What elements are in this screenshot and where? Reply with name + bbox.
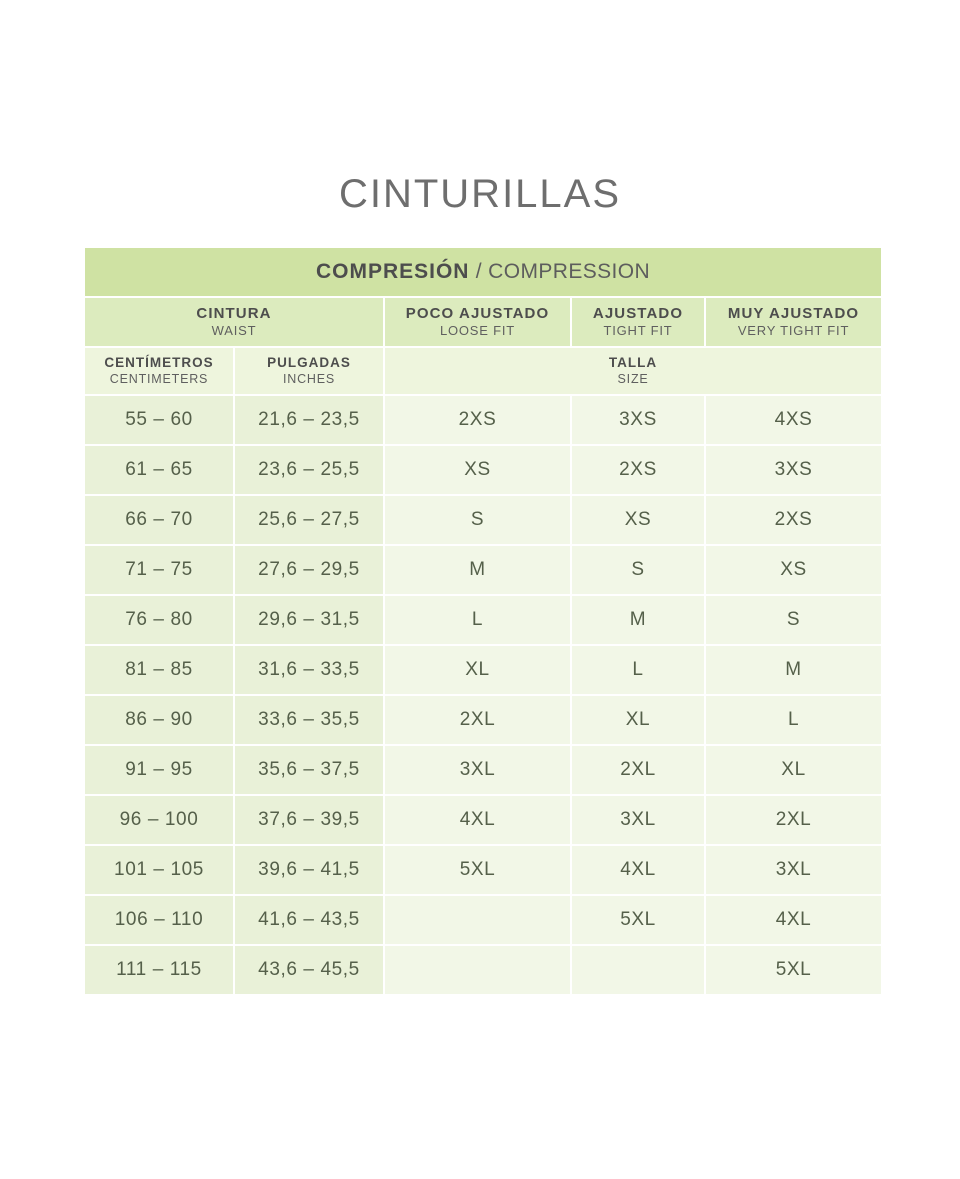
table-row xyxy=(85,746,881,794)
subheader-size-en: SIZE xyxy=(617,372,649,387)
cell-cm: 66 – 70 xyxy=(85,496,233,544)
cell-cm: 101 – 105 xyxy=(85,846,233,894)
header-very-tight-fit-es: MUY AJUSTADO xyxy=(727,304,860,322)
header-tight-fit-es: AJUSTADO xyxy=(592,304,684,322)
header-loose-fit-en: LOOSE FIT xyxy=(439,322,516,338)
cell-tight: 2XL xyxy=(572,746,704,794)
header-tight-fit-en: TIGHT FIT xyxy=(603,322,673,338)
cell-loose: 2XS xyxy=(385,396,570,444)
cell-very-tight: XL xyxy=(706,746,881,794)
header-waist xyxy=(85,298,383,346)
table-row xyxy=(85,446,881,494)
banner-row xyxy=(85,248,881,296)
cell-in: 31,6 – 33,5 xyxy=(235,646,383,694)
compression-banner xyxy=(85,248,881,296)
table-row xyxy=(85,846,881,894)
cell-cm: 76 – 80 xyxy=(85,596,233,644)
cell-cm: 55 – 60 xyxy=(85,396,233,444)
cell-cm: 96 – 100 xyxy=(85,796,233,844)
cell-loose: L xyxy=(385,596,570,644)
cell-very-tight: M xyxy=(706,646,881,694)
sub-header-row xyxy=(85,348,881,394)
banner-label-en: / COMPRESSION xyxy=(469,259,651,283)
cell-loose: 5XL xyxy=(385,846,570,894)
cell-tight: 2XS xyxy=(572,446,704,494)
cell-tight: 3XS xyxy=(572,396,704,444)
cell-loose: XS xyxy=(385,446,570,494)
cell-tight: 3XL xyxy=(572,796,704,844)
subheader-centimeters-en: CENTIMETERS xyxy=(109,372,209,387)
cell-loose: 4XL xyxy=(385,796,570,844)
cell-very-tight: 3XL xyxy=(706,846,881,894)
cell-cm: 61 – 65 xyxy=(85,446,233,494)
cell-in: 39,6 – 41,5 xyxy=(235,846,383,894)
cell-very-tight: XS xyxy=(706,546,881,594)
cell-cm: 91 – 95 xyxy=(85,746,233,794)
header-waist-en: WAIST xyxy=(211,322,257,338)
cell-tight: XL xyxy=(572,696,704,744)
cell-cm: 81 – 85 xyxy=(85,646,233,694)
subheader-inches-en: INCHES xyxy=(282,372,336,387)
cell-cm: 86 – 90 xyxy=(85,696,233,744)
cell-cm: 106 – 110 xyxy=(85,896,233,944)
size-chart-page xyxy=(0,27,960,1179)
subheader-size-es: TALLA xyxy=(608,354,658,370)
subheader-centimeters xyxy=(85,348,233,394)
cell-loose: 2XL xyxy=(385,696,570,744)
cell-tight: 5XL xyxy=(572,896,704,944)
table-row xyxy=(85,646,881,694)
cell-very-tight: 4XS xyxy=(706,396,881,444)
size-table-container xyxy=(83,246,877,996)
cell-in: 27,6 – 29,5 xyxy=(235,546,383,594)
cell-cm: 71 – 75 xyxy=(85,546,233,594)
cell-in: 29,6 – 31,5 xyxy=(235,596,383,644)
subheader-size xyxy=(385,348,881,394)
cell-in: 37,6 – 39,5 xyxy=(235,796,383,844)
table-row xyxy=(85,946,881,994)
table-row xyxy=(85,546,881,594)
cell-loose: S xyxy=(385,496,570,544)
cell-tight: XS xyxy=(572,496,704,544)
header-loose-fit xyxy=(385,298,570,346)
banner-label-es: COMPRESIÓN xyxy=(315,259,470,283)
group-header-row xyxy=(85,298,881,346)
table-row xyxy=(85,696,881,744)
cell-tight: M xyxy=(572,596,704,644)
cell-cm: 111 – 115 xyxy=(85,946,233,994)
header-waist-es: CINTURA xyxy=(196,304,272,322)
cell-in: 43,6 – 45,5 xyxy=(235,946,383,994)
header-tight-fit xyxy=(572,298,704,346)
cell-in: 21,6 – 23,5 xyxy=(235,396,383,444)
subheader-centimeters-es: CENTÍMETROS xyxy=(104,354,214,370)
table-row xyxy=(85,496,881,544)
cell-in: 25,6 – 27,5 xyxy=(235,496,383,544)
header-very-tight-fit xyxy=(706,298,881,346)
subheader-inches-es: PULGADAS xyxy=(267,354,351,370)
table-row xyxy=(85,796,881,844)
cell-in: 23,6 – 25,5 xyxy=(235,446,383,494)
cell-very-tight: 5XL xyxy=(706,946,881,994)
cell-very-tight: S xyxy=(706,596,881,644)
table-row xyxy=(85,896,881,944)
cell-tight: S xyxy=(572,546,704,594)
cell-tight: L xyxy=(572,646,704,694)
cell-very-tight: 2XS xyxy=(706,496,881,544)
cell-in: 35,6 – 37,5 xyxy=(235,746,383,794)
header-loose-fit-es: POCO AJUSTADO xyxy=(405,304,550,322)
cell-in: 41,6 – 43,5 xyxy=(235,896,383,944)
size-table xyxy=(83,246,883,996)
cell-very-tight: 2XL xyxy=(706,796,881,844)
cell-loose: 3XL xyxy=(385,746,570,794)
cell-loose xyxy=(385,896,570,944)
cell-very-tight: 4XL xyxy=(706,896,881,944)
cell-tight: 4XL xyxy=(572,846,704,894)
page-title: CINTURILLAS xyxy=(338,171,622,216)
cell-loose: M xyxy=(385,546,570,594)
header-very-tight-fit-en: VERY TIGHT FIT xyxy=(737,322,850,338)
cell-loose xyxy=(385,946,570,994)
cell-very-tight: L xyxy=(706,696,881,744)
cell-in: 33,6 – 35,5 xyxy=(235,696,383,744)
cell-loose: XL xyxy=(385,646,570,694)
table-row xyxy=(85,396,881,444)
subheader-inches xyxy=(235,348,383,394)
table-row xyxy=(85,596,881,644)
cell-tight xyxy=(572,946,704,994)
cell-very-tight: 3XS xyxy=(706,446,881,494)
